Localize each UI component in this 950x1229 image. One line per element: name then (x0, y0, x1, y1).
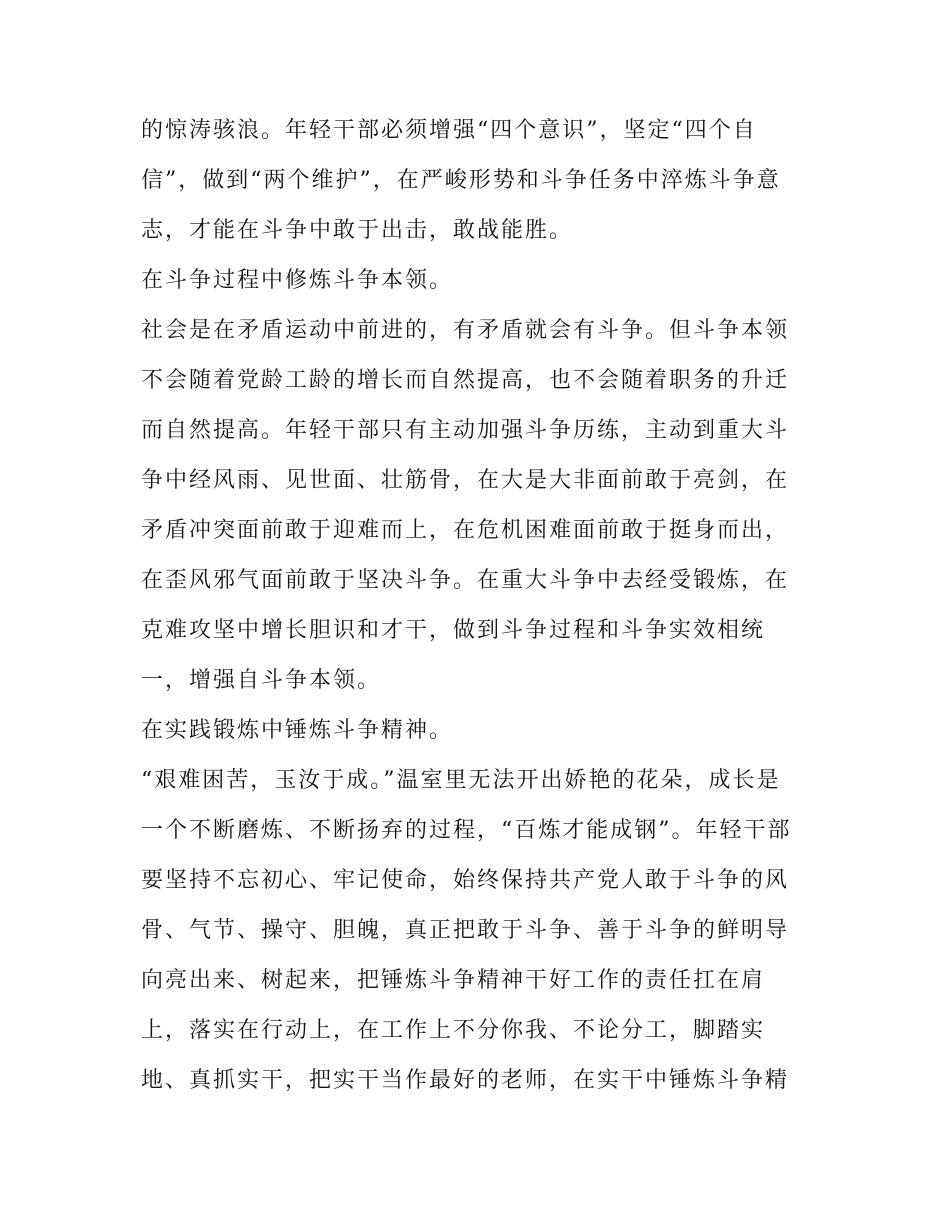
text-line-11: 克难攻坚中增长胆识和才干，做到斗争过程和斗争实效相统 (141, 618, 766, 643)
section-heading-struggle-spirit: 在实践锻炼中锤炼斗争精神。 (141, 718, 454, 743)
text-line-2: 信”，做到“两个维护”，在严峻形势和斗争任务中淬炼斗争意 (141, 168, 781, 193)
text-line-1: 的惊涛骇浪。年轻干部必须增强“四个意识”，坚定“四个自 (141, 118, 757, 143)
text-line-7: 而自然提高。年轻干部只有主动加强斗争历练，主动到重大斗 (141, 418, 790, 443)
text-line-5: 社会是在矛盾运动中前进的，有矛盾就会有斗争。但斗争本领 (141, 318, 790, 343)
text-line-16: 要坚持不忘初心、牢记使命，始终保持共产党人敢于斗争的风 (141, 868, 790, 893)
text-line-15: 一个不断磨炼、不断扬弃的过程，“百炼才能成钢”。年轻干部 (141, 818, 792, 843)
text-line-9: 矛盾冲突面前敢于迎难而上，在危机困难面前敢于挺身而出， (141, 518, 790, 543)
text-line-10: 在歪风邪气面前敢于坚决斗争。在重大斗争中去经受锻炼，在 (141, 568, 790, 593)
text-line-14: “艰难困苦，玉汝于成。”温室里无法开出娇艳的花朵，成长是 (141, 768, 781, 793)
text-line-8: 争中经风雨、见世面、壮筋骨，在大是大非面前敢于亮剑，在 (141, 468, 790, 493)
text-line-19: 上，落实在行动上，在工作上不分你我、不论分工，脚踏实 (141, 1018, 766, 1043)
text-line-3: 志，才能在斗争中敢于出击，敢战能胜。 (141, 218, 574, 243)
text-line-12: 一，增强自斗争本领。 (141, 668, 382, 693)
text-line-6: 不会随着党龄工龄的增长而自然提高，也不会随着职务的升迁 (141, 368, 790, 393)
text-line-17: 骨、气节、操守、胆魄，真正把敢于斗争、善于斗争的鲜明导 (141, 918, 790, 943)
text-line-20: 地、真抓实干，把实干当作最好的老师，在实干中锤炼斗争精 (141, 1068, 790, 1093)
section-heading-struggle-skills: 在斗争过程中修炼斗争本领。 (141, 268, 454, 293)
text-line-18: 向亮出来、树起来，把锤炼斗争精神干好工作的责任扛在肩 (141, 968, 766, 993)
